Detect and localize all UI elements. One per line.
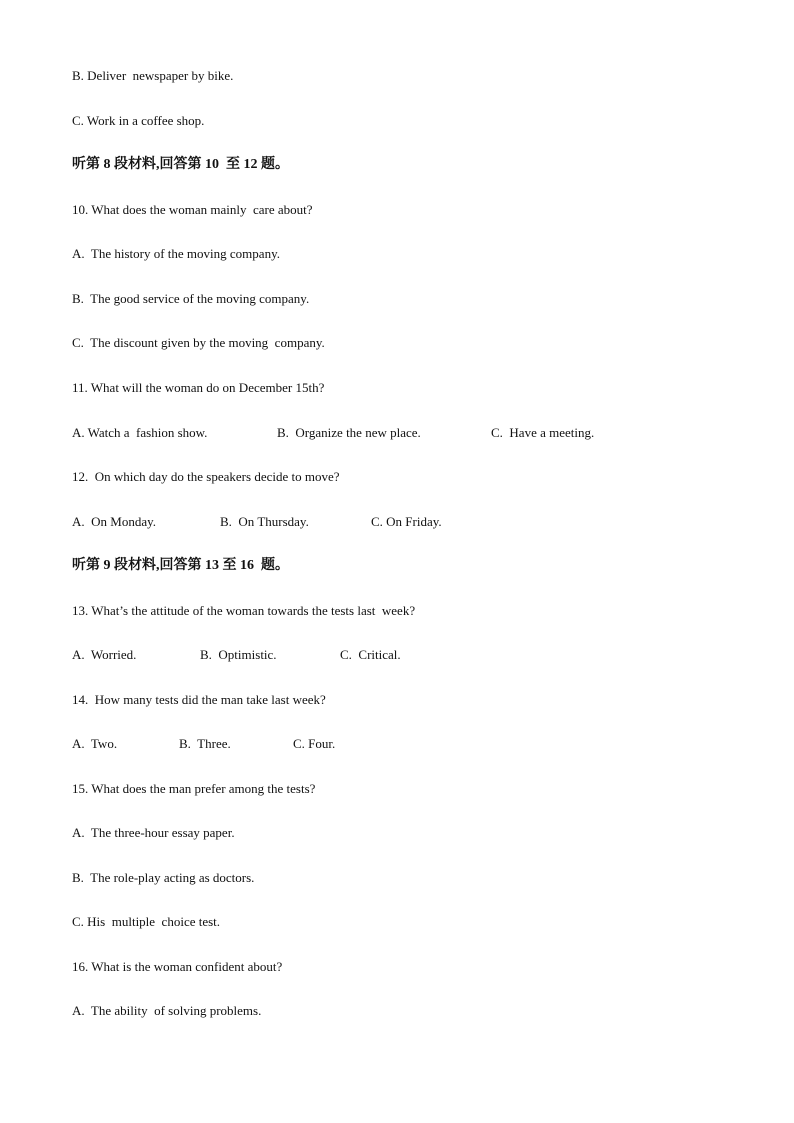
- q15-option-a: A. The three-hour essay paper.: [72, 825, 235, 840]
- q10-option-b: B. The good service of the moving company.: [72, 291, 310, 306]
- q12-option-a: A. On Monday.: [72, 514, 157, 529]
- question-14: 14. How many tests did the man take last week?: [72, 692, 326, 707]
- question-15: 15. What does the man prefer among the tests?: [72, 781, 316, 796]
- question-13: 13. What’s the attitude of the woman towards the tests last week?: [72, 603, 416, 618]
- q13-option-a: A. Worried.: [72, 647, 137, 662]
- q14-option-a: A. Two.: [72, 736, 118, 751]
- q11-option-c: C. Have a meeting.: [491, 425, 595, 440]
- q15-option-c: C. His multiple choice test.: [72, 914, 221, 929]
- q13-option-b: B. Optimistic.: [200, 647, 277, 662]
- q16-option-a: A. The ability of solving problems.: [72, 1003, 262, 1018]
- q15-option-b: B. The role-play acting as doctors.: [72, 870, 255, 885]
- section-9-heading: 听第 9 段材料,回答第 13 至 16 题。: [72, 558, 289, 573]
- q11-option-a: A. Watch a fashion show.: [72, 425, 208, 440]
- question-11: 11. What will the woman do on December 15th?: [72, 380, 325, 395]
- q9-option-b: B. Deliver newspaper by bike.: [72, 68, 234, 83]
- q11-option-b: B. Organize the new place.: [277, 425, 421, 440]
- q10-option-c: C. The discount given by the moving company.: [72, 335, 325, 350]
- q12-option-b: B. On Thursday.: [220, 514, 309, 529]
- q12-option-c: C. On Friday.: [371, 514, 442, 529]
- question-10: 10. What does the woman mainly care about?: [72, 202, 313, 217]
- q9-option-c: C. Work in a coffee shop.: [72, 113, 205, 128]
- q13-option-c: C. Critical.: [340, 647, 401, 662]
- question-12: 12. On which day do the speakers decide to move?: [72, 469, 340, 484]
- q14-option-c: C. Four.: [293, 736, 336, 751]
- q14-option-b: B. Three.: [179, 736, 231, 751]
- question-16: 16. What is the woman confident about?: [72, 959, 283, 974]
- section-8-heading: 听第 8 段材料,回答第 10 至 12 题。: [72, 157, 289, 172]
- q10-option-a: A. The history of the moving company.: [72, 246, 280, 261]
